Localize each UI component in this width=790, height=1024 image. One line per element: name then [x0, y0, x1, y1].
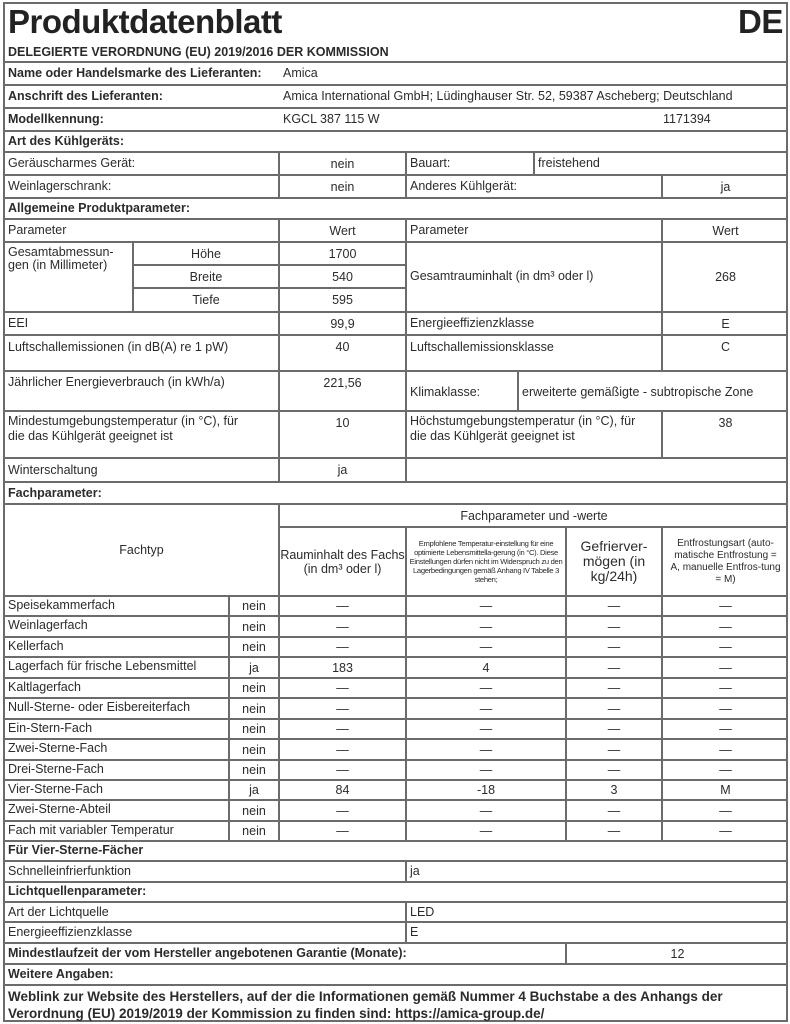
- volume-value: 268: [715, 270, 736, 284]
- compartment-temp: -18: [476, 783, 496, 797]
- col-value-right: Wert: [712, 223, 739, 238]
- max-temp-label-line1: Höchstumgebungstemperatur (in °C), für: [410, 414, 636, 428]
- compartment-type: Ein-Stern-Fach: [8, 721, 93, 735]
- compartment-type: Zwei-Sterne-Abteil: [8, 802, 111, 816]
- compartment-freeze: —: [607, 722, 621, 736]
- compartment-freeze: —: [607, 681, 621, 695]
- regulation-heading: DELEGIERTE VERORDNUNG (EU) 2019/2016 DER KOMMISSION: [8, 45, 389, 59]
- compartment-present: nein: [242, 640, 266, 654]
- general-heading: Allgemeine Produktparameter:: [8, 201, 190, 215]
- max-temp-label-line2: die das Kühlgerät geeignet ist: [410, 429, 575, 443]
- compartment-type: Null-Sterne- oder Eisbereiterfach: [8, 700, 191, 714]
- compartment-temp: —: [479, 681, 493, 695]
- noise-class-value: C: [720, 340, 731, 354]
- compartment-volume: —: [336, 640, 349, 654]
- light-type-label: Art der Lichtquelle: [8, 905, 109, 919]
- compartment-present: ja: [249, 783, 259, 797]
- eei-label: EEI: [8, 316, 29, 330]
- further-text: [8, 988, 723, 1022]
- page-title: Produktdatenblatt: [8, 3, 282, 40]
- col-compartment-type: Fachtyp: [119, 543, 164, 557]
- wine-cabinet-label: Weinlagerschrank:: [8, 179, 112, 193]
- other-appliance-value: ja: [720, 179, 731, 194]
- climate-value: erweiterte gemäßigte - subtropische Zone: [522, 385, 754, 399]
- width-value: 540: [332, 269, 353, 284]
- min-temp-value: 10: [335, 416, 350, 430]
- compartment-type: Speisekammerfach: [8, 598, 115, 612]
- compartment-temp: —: [479, 701, 493, 716]
- compartment-type: Zwei-Sterne-Fach: [8, 741, 108, 755]
- language-code: DE: [738, 3, 783, 40]
- compartment-defrost: —: [719, 803, 732, 818]
- compartment-defrost: —: [719, 599, 732, 613]
- other-appliance-label: Anderes Kühlgerät:: [410, 179, 518, 193]
- max-temp-label: [410, 414, 635, 444]
- compartment-defrost: —: [719, 619, 732, 634]
- compartment-volume: —: [336, 701, 349, 716]
- light-class-value: E: [410, 925, 419, 939]
- compartment-volume: 84: [335, 783, 350, 797]
- low-noise-label: Geräuscharmes Gerät:: [8, 156, 136, 170]
- compartment-freeze: —: [607, 640, 621, 654]
- col-volume: Rauminhalt des Fachs (in dm³ oder l): [280, 547, 405, 576]
- width-label: Breite: [189, 269, 223, 284]
- min-temp-label-line2: die das Kühlgerät geeignet ist: [8, 429, 173, 443]
- further-text-line1: Weblink zur Website des Herstellers, auf der die Informationen gemäß Nummer 4 Buchstabe a des Anhangs der: [8, 989, 723, 1004]
- supplier-name-label: Name oder Handelsmarke des Lieferanten:: [8, 66, 262, 80]
- compartment-group-header: Fachparameter und -werte: [460, 508, 608, 523]
- col-parameter-right: Parameter: [410, 223, 469, 237]
- compartment-volume: —: [336, 742, 349, 757]
- compartment-temp: —: [479, 640, 493, 654]
- depth-value: 595: [332, 293, 353, 307]
- compartment-volume: —: [336, 599, 349, 613]
- compartment-freeze: —: [607, 619, 621, 634]
- supplier-address-label: Anschrift des Lieferanten:: [8, 89, 163, 103]
- compartment-volume: —: [336, 763, 349, 777]
- compartment-present: nein: [242, 619, 266, 634]
- col-temp-cell: [407, 528, 565, 595]
- compartment-temp: —: [479, 722, 493, 736]
- model-value: KGCL 387 115 W: [283, 112, 380, 126]
- winter-label: Winterschaltung: [8, 463, 98, 477]
- compartment-freeze: 3: [610, 783, 618, 797]
- compartment-freeze: —: [607, 599, 621, 613]
- compartment-type: Kellerfach: [8, 639, 64, 653]
- compartment-type: Drei-Sterne-Fach: [8, 762, 104, 776]
- compartment-present: nein: [242, 763, 266, 777]
- col-freeze: Gefrierver-mögen (in kg/24h): [580, 538, 648, 584]
- compartment-defrost: —: [719, 742, 732, 757]
- col-value-left: Wert: [329, 223, 356, 238]
- col-temp: Empfohlene Temperatur-einstellung für eine optimierte Lebensmittella-gerung (in °C). Diese Einstellungen dürfen nicht im Widerspruch zu den Lagerbedingungen gemäß Anhang IV Tabelle 3 stehen;: [409, 539, 563, 584]
- col-volume-cell: [280, 528, 405, 595]
- compartment-volume: —: [336, 803, 349, 818]
- quick-freeze-value: ja: [410, 864, 420, 878]
- four-star-heading: Für Vier-Sterne-Fächer: [8, 843, 144, 857]
- supplier-address-value: Amica International GmbH; Lüdinghauser Str. 52, 59387 Ascheberg; Deutschland: [283, 89, 733, 103]
- annual-energy-label: Jährlicher Energieverbrauch (in kWh/a): [8, 375, 225, 389]
- annual-energy-value: 221,56: [323, 376, 362, 390]
- max-temp-value: 38: [718, 416, 733, 430]
- compartment-defrost: —: [719, 824, 732, 838]
- quick-freeze-label: Schnelleinfrierfunktion: [8, 864, 131, 878]
- min-temp-label-line1: Mindestumgebungstemperatur (in °C), für: [8, 414, 239, 428]
- col-defrost-cell: [663, 528, 788, 595]
- compartment-present: nein: [242, 681, 266, 695]
- compartment-volume: —: [336, 824, 349, 838]
- compartment-type: Fach mit variabler Temperatur: [8, 823, 174, 837]
- compartment-temp: —: [479, 742, 493, 757]
- compartment-freeze: —: [607, 742, 621, 757]
- compartment-temp: —: [479, 763, 493, 777]
- compartment-temp: —: [479, 824, 493, 838]
- depth-label: Tiefe: [192, 293, 220, 307]
- compartment-freeze: —: [607, 803, 621, 818]
- further-heading: Weitere Angaben:: [8, 967, 114, 981]
- appliance-type-heading: Art des Kühlgeräts:: [8, 134, 124, 148]
- compartment-temp: —: [479, 803, 493, 818]
- col-freeze-cell: [567, 528, 661, 595]
- compartments-heading: Fachparameter:: [8, 486, 102, 500]
- noise-label: Luftschallemissionen (in dB(A) re 1 pW): [8, 340, 229, 354]
- compartment-temp: 4: [482, 660, 490, 675]
- compartment-defrost: —: [719, 722, 732, 736]
- model-label: Modellkennung:: [8, 112, 104, 126]
- compartment-present: nein: [242, 824, 266, 838]
- compartment-freeze: —: [607, 701, 621, 716]
- light-class-label: Energieeffizienzklasse: [8, 925, 133, 939]
- compartment-defrost: —: [719, 701, 732, 716]
- noise-value: 40: [335, 340, 350, 354]
- climate-label: Klimaklasse:: [410, 385, 481, 399]
- compartment-volume: 183: [332, 660, 353, 675]
- height-value: 1700: [328, 246, 357, 261]
- compartment-freeze: —: [607, 824, 621, 838]
- noise-class-label: Luftschallemissionsklasse: [410, 340, 554, 354]
- energy-class-value: E: [721, 316, 730, 331]
- min-temp-label: [8, 414, 238, 444]
- compartment-volume: —: [336, 722, 349, 736]
- compartment-defrost: —: [719, 640, 732, 654]
- compartment-freeze: —: [607, 660, 621, 675]
- low-noise-value: nein: [330, 156, 355, 171]
- compartment-present: nein: [242, 701, 266, 716]
- supplier-name-value: Amica: [283, 66, 318, 80]
- height-label: Höhe: [191, 246, 221, 261]
- compartment-volume: —: [336, 681, 349, 695]
- compartment-present: nein: [242, 599, 266, 613]
- compartment-present: nein: [242, 803, 266, 818]
- compartment-present: nein: [242, 722, 266, 736]
- volume-label: Gesamtrauminhalt (in dm³ oder l): [410, 269, 594, 283]
- compartment-defrost: —: [719, 681, 732, 695]
- compartment-volume: —: [336, 619, 349, 634]
- model-number: 1171394: [663, 112, 711, 126]
- compartment-type: Weinlagerfach: [8, 618, 88, 632]
- light-heading: Lichtquellenparameter:: [8, 884, 147, 898]
- warranty-label: Mindestlaufzeit der vom Hersteller angebotenen Garantie (Monate):: [8, 946, 407, 960]
- winter-value: ja: [337, 463, 348, 477]
- compartment-temp: —: [479, 619, 493, 634]
- compartment-temp: —: [479, 599, 493, 613]
- col-parameter-left: Parameter: [8, 223, 67, 237]
- dimensions-label: Gesamtabmessun-gen (in Millimeter): [8, 245, 114, 272]
- compartment-type: Vier-Sterne-Fach: [8, 782, 103, 796]
- eei-value: 99,9: [330, 316, 355, 331]
- compartment-type: Kaltlagerfach: [8, 680, 81, 694]
- design-value: freistehend: [538, 156, 600, 170]
- design-label: Bauart:: [410, 156, 451, 170]
- compartment-defrost: —: [719, 660, 732, 675]
- compartment-present: ja: [249, 660, 259, 675]
- compartment-freeze: —: [607, 763, 621, 777]
- warranty-value: 12: [670, 946, 685, 961]
- light-type-value: LED: [410, 905, 435, 919]
- compartment-defrost: —: [719, 763, 732, 777]
- col-defrost: Entfrostungsart (auto-matische Entfrostung = A, manuelle Entfros-tung = M): [670, 537, 781, 585]
- compartment-type: Lagerfach für frische Lebensmittel: [8, 659, 197, 673]
- energy-class-label: Energieeffizienzklasse: [410, 316, 535, 330]
- wine-cabinet-value: nein: [330, 179, 355, 194]
- compartment-present: nein: [242, 742, 266, 757]
- compartment-defrost: M: [720, 783, 731, 797]
- further-text-line2: Verordnung (EU) 2019/2019 der Kommission zu finden sind: https://amica-group.de/: [8, 1006, 545, 1021]
